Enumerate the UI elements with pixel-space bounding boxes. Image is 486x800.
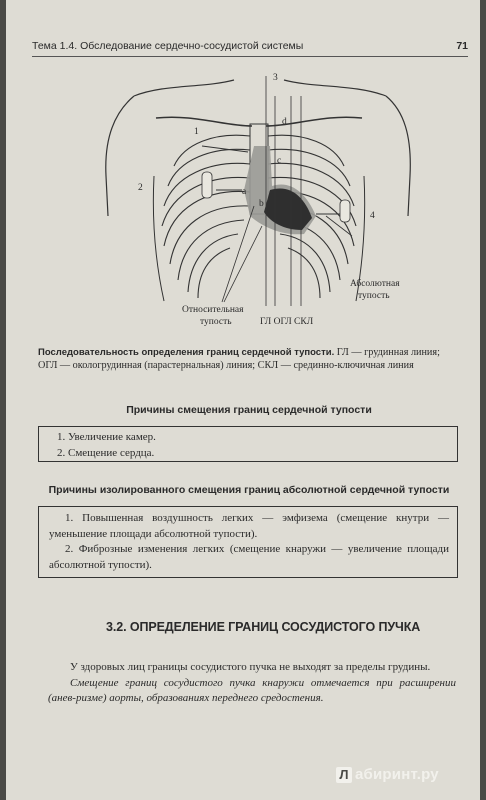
label-1: 1 [194,127,199,137]
vertical-lines-label: ГЛ ОГЛ СКЛ [260,317,314,327]
label-a: a [242,187,247,197]
list-item: 2. Фиброзные изменения легких (смещение кнаружи — увеличение площади абсолютной тупости). [49,543,449,571]
absolute-dullness-label-2: тупость [358,291,390,301]
thorax-illustration [94,66,424,336]
caption-title: Последовательность определения границ сердечной тупости. [38,347,335,358]
relative-dullness-label-1: Относительная [182,305,244,315]
label-4: 4 [370,211,375,221]
thorax-diagram [94,66,424,336]
relative-dullness-label-2: тупость [200,317,232,327]
paragraph: У здоровых лиц границы сосудистого пучка не выходят за пределы грудины. [70,661,431,673]
heading-shift-causes: Причины смещения границ сердечной тупости [126,404,372,416]
label-2: 2 [138,183,143,193]
list-item: 1. Повышенная воздушность легких — эмфизема (смещение кнутри — уменьшение площади абсолютной тупости). [49,512,449,540]
heading-isolated-shift-causes: Причины изолированного смещения границ абсолютной сердечной тупости [48,484,450,496]
label-b: b [259,199,264,209]
italic-paragraph [48,676,456,706]
figure-caption [38,346,458,372]
logo-text: абиринт.ру [355,766,439,783]
logo-mark: Л [336,767,352,783]
isolated-shift-causes-box [38,506,458,578]
label-c: c [277,156,282,166]
list-item: 1. Увеличение камер. [57,431,156,443]
list-item: 2. Смещение сердца. [57,446,155,459]
label-3: 3 [273,73,278,83]
page-number: 71 [456,40,468,52]
watermark-logo [336,766,439,783]
running-title: Тема 1.4. Обследование сердечно-сосудистой системы [32,40,304,52]
section-heading: 3.2. ОПРЕДЕЛЕНИЕ ГРАНИЦ СОСУДИСТОГО ПУЧКА [106,620,421,634]
label-d: d [282,117,287,127]
shift-causes-box [38,426,458,462]
book-page [6,0,480,800]
caption-text: ГЛ — грудинная линия; ОГЛ — окологрудинная (парастернальная) линия; СКЛ — срединно-ключичная линия [38,347,440,371]
page-header [32,38,468,57]
absolute-dullness-label-1: Абсолютная [350,279,400,289]
italic-text: Смещение границ сосудистого пучка кнаружи отмечается при расширении (анев-ризме) аорты, образованиях переднего средостения. [48,677,456,704]
